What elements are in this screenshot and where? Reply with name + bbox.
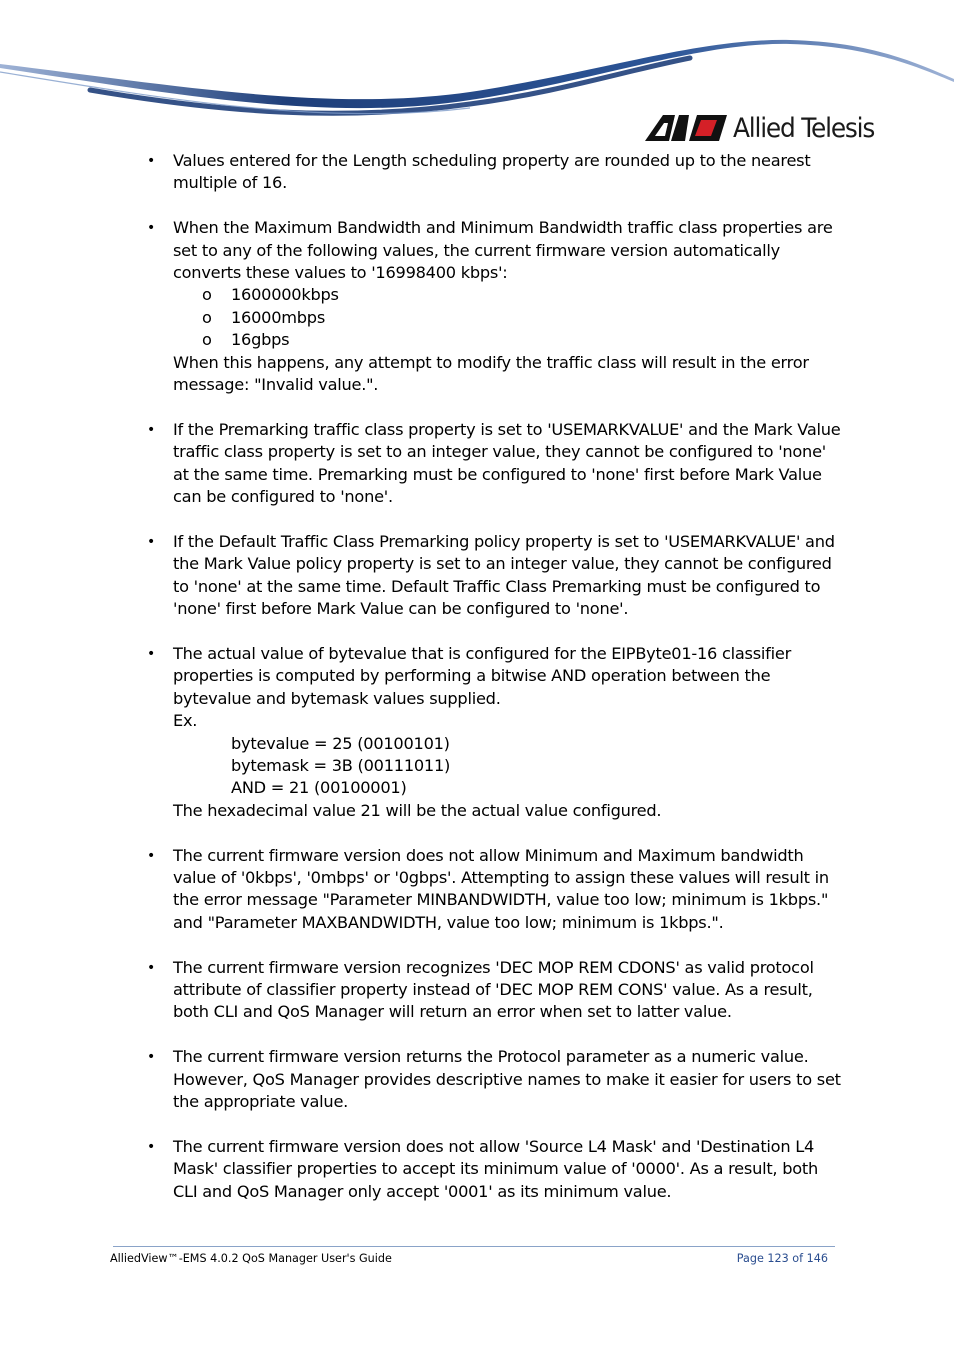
bullet-icon: • bbox=[147, 533, 156, 550]
bullet-icon: • bbox=[147, 1049, 156, 1066]
list-item-text: If the Premarking traffic class property is set to 'USEMARKVALUE' and the Mark Value traffic class property is set to an integer value, they cannot be configured to 'none' at the same time. Premarking must be configured to 'none' first before Mark Value can be configured to 'none'. bbox=[173, 419, 841, 507]
sublist-item bbox=[173, 284, 843, 306]
bullet-icon: • bbox=[147, 220, 156, 237]
circle-bullet-icon: o bbox=[202, 307, 212, 327]
list-item-text: The actual value of bytevalue that is configured for the EIPByte01-16 classifier properties is computed by performing a bitwise AND operation between the bytevalue and bytemask values supplied. bbox=[173, 643, 791, 708]
circle-bullet-icon: o bbox=[202, 285, 212, 305]
list-item-text: If the Default Traffic Class Premarking policy property is set to 'USEMARKVALUE' and the Mark Value policy property is set to an integer value, they cannot be configured to 'none' at the same time. Default Traffic Class Premarking must be configured to 'none' first before Mark Value can be configured to 'none'. bbox=[173, 531, 835, 619]
list-item-text: Values entered for the Length scheduling property are rounded up to the nearest multiple of 16. bbox=[173, 151, 811, 193]
allied-telesis-logo bbox=[645, 108, 886, 148]
bullet-icon: • bbox=[147, 421, 156, 438]
bullet-icon: • bbox=[147, 959, 156, 976]
list-item bbox=[147, 150, 843, 195]
example-label: Ex. bbox=[173, 711, 198, 731]
sublist-item-text: 1600000kbps bbox=[231, 285, 339, 305]
footer-page-number: Page 123 of 146 bbox=[736, 1252, 828, 1265]
allied-telesis-logo-mark-icon bbox=[645, 115, 727, 141]
example-line: bytemask = 3B (00111011) bbox=[231, 755, 451, 775]
list-item bbox=[147, 217, 843, 396]
list-item-text: The current firmware version does not allow 'Source L4 Mask' and 'Destination L4 Mask' classifier properties to accept its minimum value of '0000'. As a result, both CLI and QoS Manager only accept '0001' as its minimum value. bbox=[173, 1136, 818, 1201]
list-item-text: The current firmware version does not allow Minimum and Maximum bandwidth value of '0kbps', '0mbps' or '0gbps'. Attempting to assign these values will result in the error message "Parameter MINBANDWIDTH, value too low; minimum is 1kbps." and "Parameter MAXBANDWIDTH, value too low; minimum is 1kbps.". bbox=[173, 845, 829, 932]
list-item-text: When the Maximum Bandwidth and Minimum Bandwidth traffic class properties are set to any of the following values, the current firmware version automatically converts these values to '16998400 kbps': bbox=[173, 218, 833, 283]
sublist-item-text: 16000mbps bbox=[231, 307, 325, 327]
example-line: AND = 21 (00100001) bbox=[231, 778, 407, 798]
list-item bbox=[147, 957, 843, 1024]
list-item bbox=[147, 643, 843, 822]
bullet-icon: • bbox=[147, 645, 156, 662]
list-item bbox=[147, 1046, 843, 1113]
footer-divider bbox=[113, 1246, 835, 1247]
sublist-item bbox=[173, 329, 843, 351]
list-item bbox=[147, 531, 843, 621]
list-item bbox=[147, 845, 843, 935]
list-item-text: The current firmware version returns the Protocol parameter as a numeric value. However, QoS Manager provides descriptive names to make it easier for users to set the appropriate value. bbox=[173, 1047, 841, 1111]
footer-document-title: AlliedView™-EMS 4.0.2 QoS Manager User's Guide bbox=[110, 1252, 392, 1265]
list-item-followup-text: The hexadecimal value 21 will be the actual value configured. bbox=[173, 800, 662, 820]
list-item bbox=[147, 1136, 843, 1203]
circle-bullet-icon: o bbox=[202, 330, 212, 350]
bullet-icon: • bbox=[147, 847, 156, 864]
logo-wordmark: Allied Telesis bbox=[733, 112, 875, 144]
bullet-icon: • bbox=[147, 1138, 156, 1155]
sublist-item bbox=[173, 307, 843, 329]
bullet-icon: • bbox=[147, 153, 156, 169]
example-line: bytevalue = 25 (00100101) bbox=[231, 733, 450, 753]
release-notes-list bbox=[147, 150, 843, 1225]
list-item-followup-text: When this happens, any attempt to modify the traffic class will result in the error message: "Invalid value.". bbox=[173, 352, 809, 395]
list-item-text: The current firmware version recognizes 'DEC MOP REM CDONS' as valid protocol attribute of classifier property instead of 'DEC MOP REM CONS' value. As a result, both CLI and QoS Manager will return an error when set to latter value. bbox=[173, 957, 814, 1022]
sublist-item-text: 16gbps bbox=[231, 330, 290, 350]
sublist bbox=[173, 284, 843, 351]
list-item bbox=[147, 419, 843, 509]
